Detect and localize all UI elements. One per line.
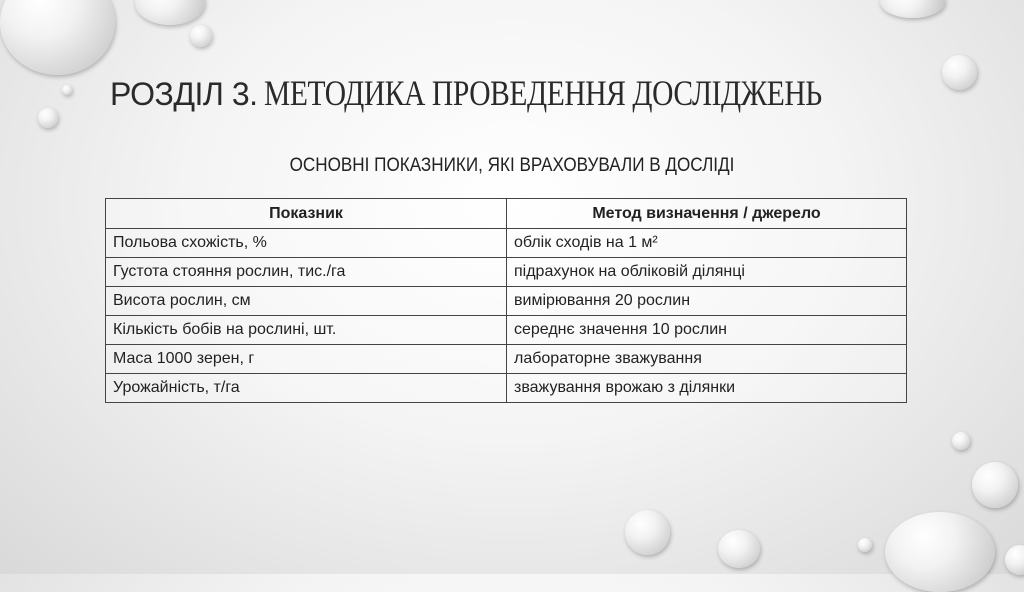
column-header-indicator: Показник	[106, 199, 507, 229]
method-cell: середнє значення 10 рослин	[507, 316, 907, 345]
water-drop-decoration	[952, 432, 970, 450]
indicator-cell: Маса 1000 зерен, г	[106, 345, 507, 374]
water-drop-decoration	[718, 530, 760, 568]
table-row	[106, 316, 907, 345]
water-drop-decoration	[972, 462, 1018, 508]
table-row	[106, 258, 907, 287]
title-main: МЕТОДИКА ПРОВЕДЕННЯ ДОСЛІДЖЕНЬ	[263, 73, 822, 113]
table-row	[106, 287, 907, 316]
indicator-cell: Кількість бобів на рослині, шт.	[106, 316, 507, 345]
table-row	[106, 229, 907, 258]
indicator-cell: Польова схожість, %	[106, 229, 507, 258]
water-drop-decoration	[190, 25, 212, 47]
method-cell: лабораторне зважування	[507, 345, 907, 374]
water-drop-decoration	[858, 538, 872, 552]
table-row	[106, 374, 907, 403]
table-row	[106, 345, 907, 374]
water-drop-decoration	[135, 0, 205, 25]
water-drop-decoration	[38, 108, 58, 128]
indicator-cell: Урожайність, т/га	[106, 374, 507, 403]
indicator-cell: Висота рослин, см	[106, 287, 507, 316]
water-drop-decoration	[0, 0, 115, 75]
indicator-cell: Густота стояння рослин, тис./га	[106, 258, 507, 287]
water-drop-decoration	[1005, 545, 1024, 575]
slide-title	[110, 72, 944, 114]
water-drop-decoration	[942, 55, 977, 90]
method-cell: зважування врожаю з ділянки	[507, 374, 907, 403]
water-drop-decoration	[885, 512, 995, 592]
title-prefix: РОЗДІЛ 3.	[110, 76, 258, 112]
table-header-row	[106, 199, 907, 229]
water-drop-decoration	[625, 510, 670, 555]
water-drop-decoration	[62, 85, 72, 95]
indicators-table	[105, 198, 907, 403]
column-header-method: Метод визначення / джерело	[507, 199, 907, 229]
slide-subtitle: ОСНОВНІ ПОКАЗНИКИ, ЯКІ ВРАХОВУВАЛИ В ДОСЛІДІ	[289, 155, 735, 176]
method-cell: облік сходів на 1 м²	[507, 229, 907, 258]
method-cell: підрахунок на обліковій ділянці	[507, 258, 907, 287]
water-drop-decoration	[880, 0, 945, 18]
method-cell: вимірювання 20 рослин	[507, 287, 907, 316]
